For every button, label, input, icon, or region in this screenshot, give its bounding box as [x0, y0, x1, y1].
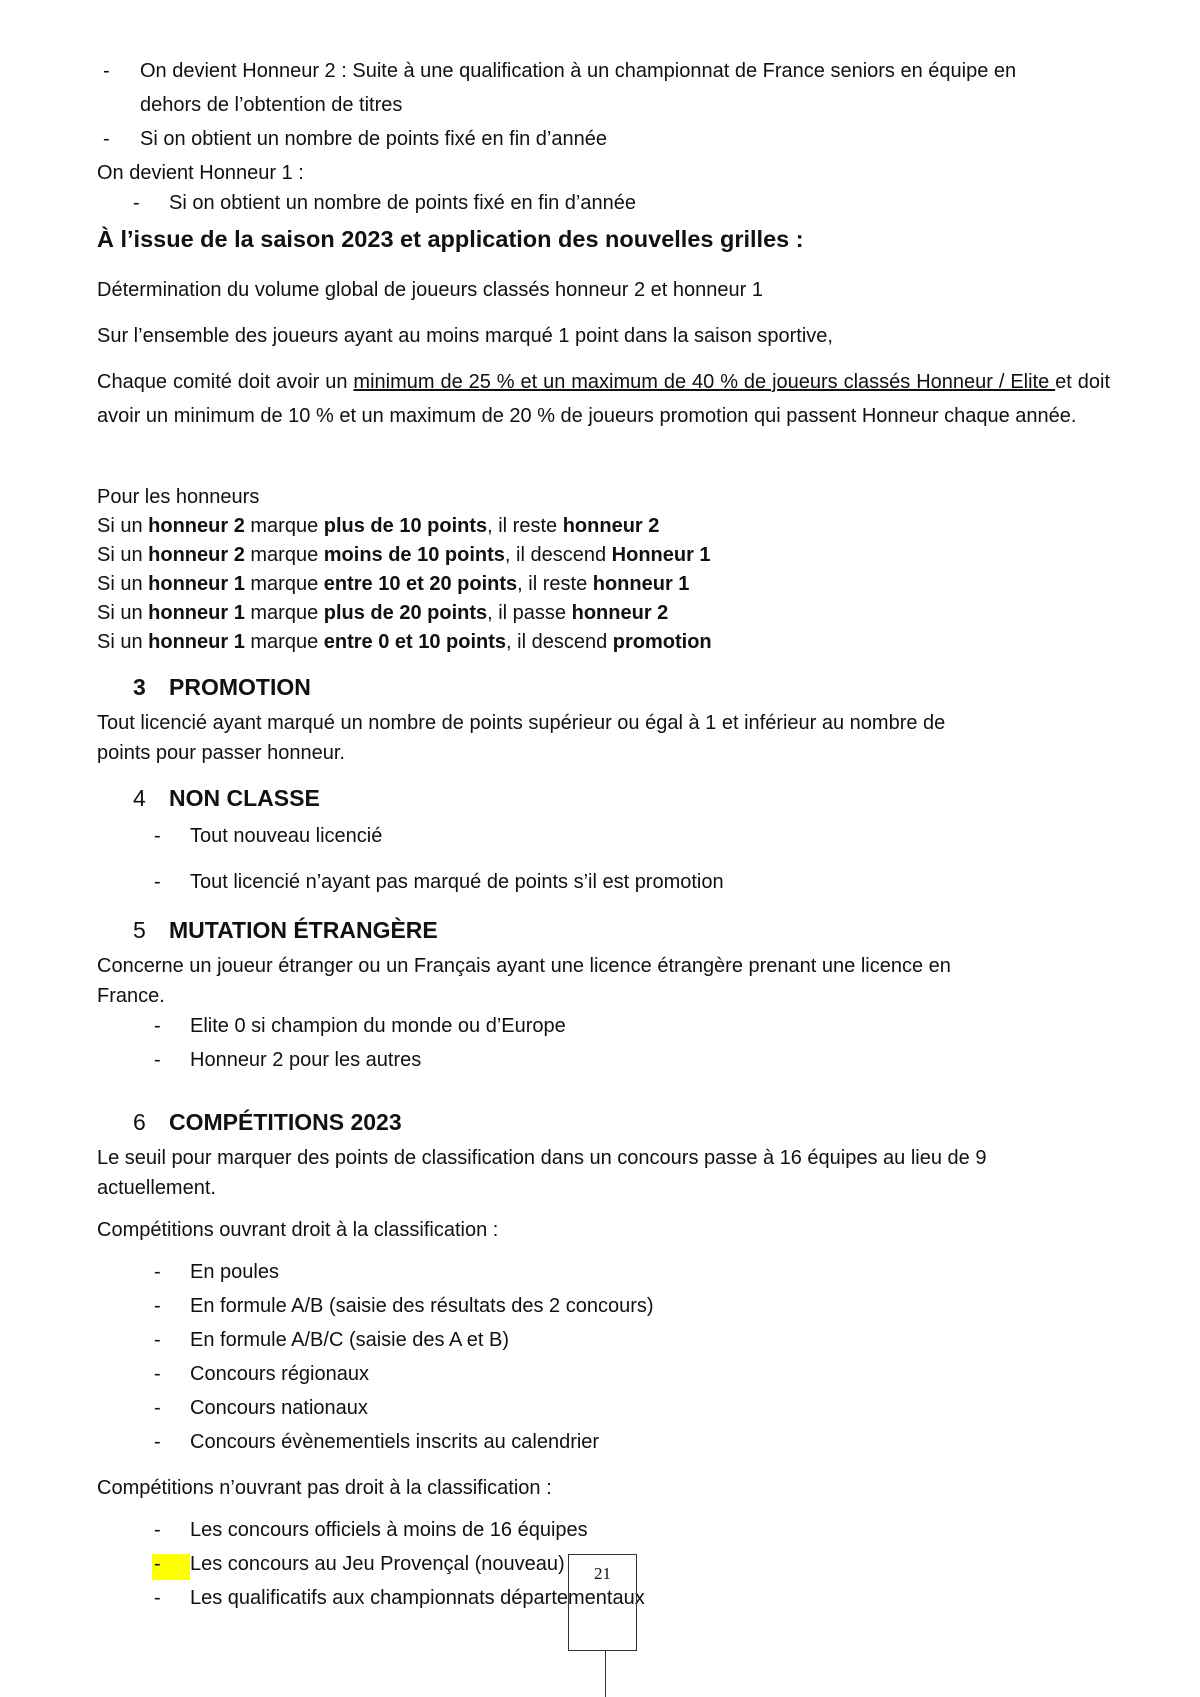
section-title: MUTATION ÉTRANGÈRE [169, 917, 438, 943]
section-number: 5 [133, 917, 146, 943]
paragraph: Concerne un joueur étranger ou un Français ayant une licence étrangère prenant une licence en [97, 955, 951, 977]
underlined-text: minimum de 25 % et un maximum de 40 % de joueurs classés Honneur / Elite [353, 371, 1056, 393]
list-item: Si on obtient un nombre de points fixé en fin d’année [169, 192, 636, 214]
paragraph-comite [97, 365, 1110, 433]
paragraph: Tout licencié ayant marqué un nombre de points supérieur ou égal à 1 et inférieur au nombre de [97, 712, 946, 734]
list-item: Tout licencié n’ayant pas marqué de points s’il est promotion [190, 871, 724, 893]
bullet-dash: - [154, 1519, 161, 1541]
list-item: Les concours au Jeu Provençal (nouveau) [190, 1553, 565, 1575]
section-number: 6 [133, 1109, 146, 1135]
bullet-dash: - [154, 1587, 161, 1609]
list-item: En poules [190, 1261, 279, 1283]
bullet-dash: - [154, 1261, 161, 1283]
paragraph: Compétitions ouvrant droit à la classification : [97, 1219, 499, 1241]
bullet-dash: - [154, 871, 161, 893]
list-item: Concours nationaux [190, 1397, 368, 1419]
bullet-dash: - [154, 1015, 161, 1037]
text-run: Chaque comité doit avoir un [97, 371, 354, 393]
list-item: Si on obtient un nombre de points fixé en fin d’année [140, 128, 607, 150]
paragraph: Pour les honneurs [97, 486, 260, 508]
bullet-dash: - [154, 1049, 161, 1071]
list-item: Tout nouveau licencié [190, 825, 383, 847]
list-item: Honneur 2 pour les autres [190, 1049, 422, 1071]
section-number: 4 [133, 785, 146, 811]
rule-line: Si un honneur 1 marque entre 10 et 20 points, il reste honneur 1 [97, 573, 690, 595]
list-item: Concours évènementiels inscrits au calendrier [190, 1431, 600, 1453]
section-heading: À l’issue de la saison 2023 et application des nouvelles grilles : [97, 226, 804, 252]
paragraph: Le seuil pour marquer des points de classification dans un concours passe à 16 équipes au lieu de 9 [97, 1147, 987, 1169]
bullet-dash: - [154, 1329, 161, 1351]
page-number-connector [605, 1651, 606, 1697]
bullet-dash: - [103, 128, 110, 150]
bullet-dash: - [103, 60, 110, 82]
bullet-dash: - [154, 1553, 161, 1575]
page-number: 21 [594, 1564, 611, 1583]
list-item: Les concours officiels à moins de 16 équipes [190, 1519, 588, 1541]
list-item: En formule A/B/C (saisie des A et B) [190, 1329, 510, 1351]
bullet-dash: - [154, 1295, 161, 1317]
paragraph: Sur l’ensemble des joueurs ayant au moins marqué 1 point dans la saison sportive, [97, 325, 833, 347]
paragraph: Compétitions n’ouvrant pas droit à la classification : [97, 1477, 552, 1499]
rule-line: Si un honneur 1 marque entre 0 et 10 points, il descend promotion [97, 631, 712, 653]
rule-line: Si un honneur 1 marque plus de 20 points, il passe honneur 2 [97, 602, 669, 624]
bullet-dash: - [154, 1363, 161, 1385]
text-run: et doit avoir un minimum de 10 % et un maximum de 20 % de joueurs promotion qui passent Honneur chaque année. [97, 371, 1111, 427]
bullet-dash: - [154, 825, 161, 847]
list-item: Concours régionaux [190, 1363, 369, 1385]
rule-line: Si un honneur 2 marque plus de 10 points, il reste honneur 2 [97, 515, 660, 537]
paragraph: points pour passer honneur. [97, 742, 345, 764]
bullet-dash: - [154, 1397, 161, 1419]
list-item: Elite 0 si champion du monde ou d’Europe [190, 1015, 566, 1037]
section-number: 3 [133, 674, 146, 700]
section-title: COMPÉTITIONS 2023 [169, 1109, 402, 1135]
list-item: En formule A/B (saisie des résultats des 2 concours) [190, 1295, 654, 1317]
paragraph: France. [97, 985, 165, 1007]
list-item: Les qualificatifs aux championnats départementaux [190, 1587, 645, 1609]
paragraph: Détermination du volume global de joueurs classés honneur 2 et honneur 1 [97, 279, 763, 301]
rule-line: Si un honneur 2 marque moins de 10 points, il descend Honneur 1 [97, 544, 711, 566]
honneur1-intro: On devient Honneur 1 : [97, 162, 304, 184]
section-title: PROMOTION [169, 674, 311, 700]
section-title: NON CLASSE [169, 785, 320, 811]
paragraph: actuellement. [97, 1177, 216, 1199]
bullet-dash: - [154, 1431, 161, 1453]
bullet-dash: - [133, 192, 140, 214]
list-item: dehors de l’obtention de titres [140, 94, 403, 116]
list-item: On devient Honneur 2 : Suite à une qualification à un championnat de France seniors en équipe en [140, 60, 1017, 82]
